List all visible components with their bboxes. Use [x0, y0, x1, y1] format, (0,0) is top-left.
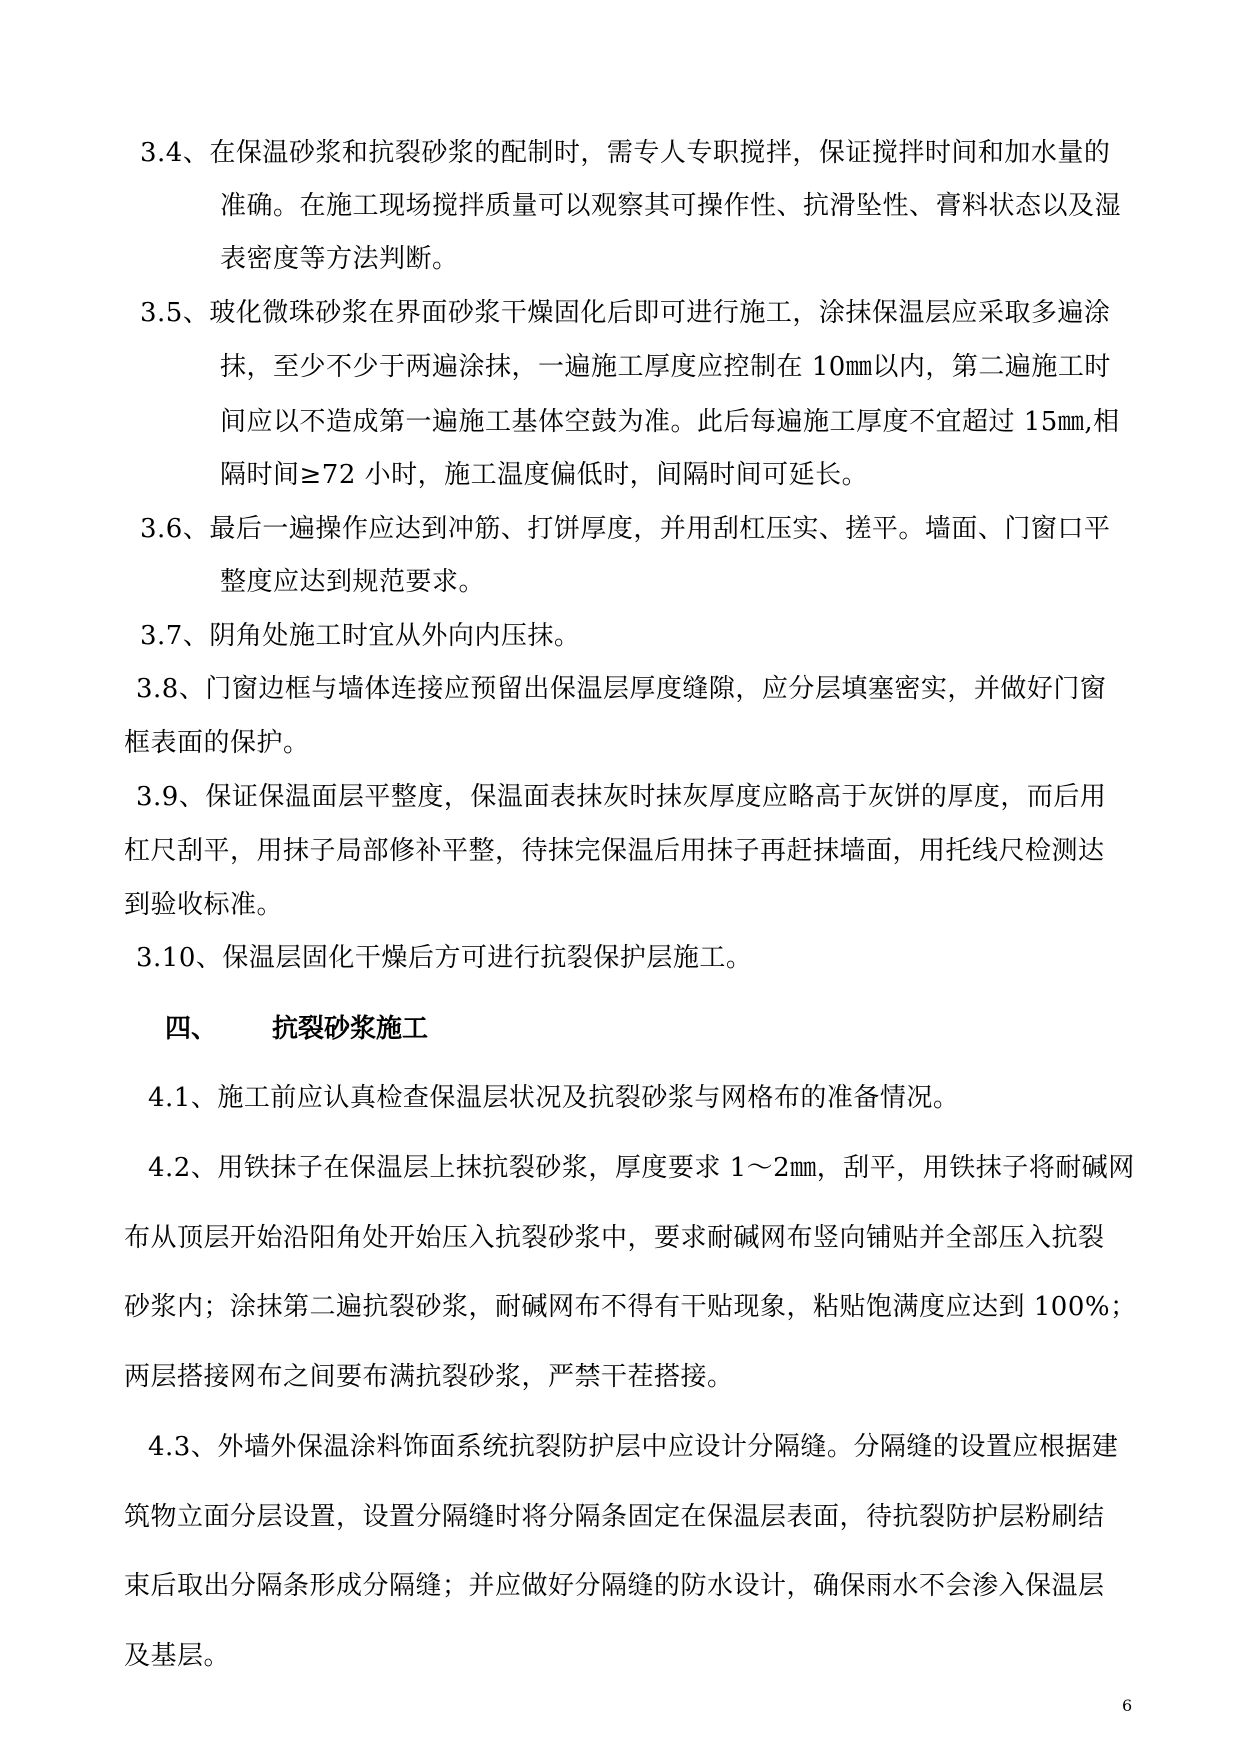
paragraph-line: 砂浆内；涂抹第二遍抗裂砂浆，耐碱网布不得有干贴现象，粘贴饱满度应达到 100%；: [124, 1292, 1137, 1322]
paragraph-line: 束后取出分隔条形成分隔缝；并应做好分隔缝的防水设计，确保雨水不会渗入保温层: [124, 1571, 1105, 1601]
paragraph-line: 3.9、保证保温面层平整度，保温面表抹灰时抹灰厚度应略高于灰饼的厚度，而后用: [136, 782, 1107, 812]
paragraph-line: 3.4、在保温砂浆和抗裂砂浆的配制时，需专人专职搅拌，保证搅拌时间和加水量的: [140, 138, 1111, 168]
paragraph-line: 布从顶层开始沿阳角处开始压入抗裂砂浆中，要求耐碱网布竖向铺贴并全部压入抗裂: [124, 1223, 1105, 1253]
paragraph-line: 隔时间≥72 小时，施工温度偏低时，间隔时间可延长。: [220, 460, 869, 490]
paragraph-line: 到验收标准。: [124, 890, 284, 920]
paragraph-line: 框表面的保护。: [124, 728, 310, 758]
section-heading-number: 四、: [165, 1014, 218, 1044]
paragraph-line: 3.10、保温层固化干燥后方可进行抗裂保护层施工。: [136, 943, 753, 973]
paragraph-line: 准确。在施工现场搅拌质量可以观察其可操作性、抗滑坠性、膏料状态以及湿: [220, 191, 1122, 221]
paragraph-line: 4.1、施工前应认真检查保温层状况及抗裂砂浆与网格布的准备情况。: [148, 1083, 960, 1113]
paragraph-line: 抹，至少不少于两遍涂抹，一遍施工厚度应控制在 10㎜以内，第二遍施工时: [220, 352, 1111, 382]
paragraph-line: 4.3、外墙外保温涂料饰面系统抗裂防护层中应设计分隔缝。分隔缝的设置应根据建: [148, 1432, 1119, 1462]
paragraph-line: 表密度等方法判断。: [220, 244, 459, 274]
paragraph-line: 两层搭接网布之间要布满抗裂砂浆，严禁干茬搭接。: [124, 1362, 734, 1392]
paragraph-line: 3.5、玻化微珠砂浆在界面砂浆干燥固化后即可进行施工，涂抹保温层应采取多遍涂: [140, 298, 1111, 328]
paragraph-line: 3.8、门窗边框与墙体连接应预留出保温层厚度缝隙，应分层填塞密实，并做好门窗: [136, 674, 1107, 704]
page-number: 6: [1122, 1696, 1133, 1715]
paragraph-line: 杠尺刮平，用抹子局部修补平整，待抹完保温后用抹子再赶抹墙面，用托线尺检测达: [124, 836, 1105, 866]
paragraph-line: 筑物立面分层设置，设置分隔缝时将分隔条固定在保温层表面，待抗裂防护层粉刷结: [124, 1502, 1105, 1532]
section-heading-title: 抗裂砂浆施工: [272, 1014, 429, 1044]
paragraph-line: 4.2、用铁抹子在保温层上抹抗裂砂浆，厚度要求 1～2㎜，刮平，用铁抹子将耐碱网: [148, 1153, 1135, 1183]
paragraph-line: 间应以不造成第一遍施工基体空鼓为准。此后每遍施工厚度不宜超过 15㎜,相: [220, 407, 1120, 437]
paragraph-line: 3.6、最后一遍操作应达到冲筋、打饼厚度，并用刮杠压实、搓平。墙面、门窗口平: [140, 514, 1111, 544]
paragraph-line: 3.7、阴角处施工时宜从外向内压抹。: [140, 621, 581, 651]
paragraph-line: 及基层。: [124, 1641, 231, 1671]
paragraph-line: 整度应达到规范要求。: [220, 567, 486, 597]
